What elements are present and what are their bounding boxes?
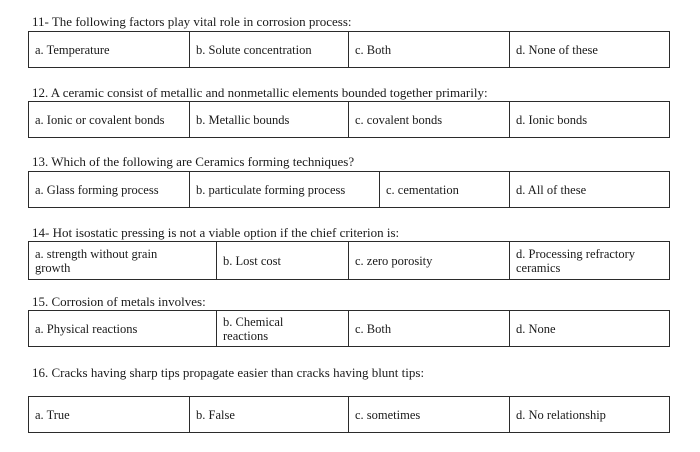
question-11-options: [28, 31, 670, 68]
question-15-options: [28, 310, 670, 347]
q13-option-c[interactable]: c. cementation: [380, 172, 510, 208]
q15-option-d[interactable]: d. None: [510, 311, 670, 347]
q13-option-d[interactable]: d. All of these: [510, 172, 670, 208]
q12-option-c[interactable]: c. covalent bonds: [349, 102, 510, 138]
question-16-text: 16. Cracks having sharp tips propagate easier than cracks having blunt tips:: [32, 365, 425, 380]
q11-option-a[interactable]: a. Temperature: [29, 32, 190, 68]
question-13-options: [28, 171, 670, 208]
q16-option-c[interactable]: c. sometimes: [349, 397, 510, 433]
q12-option-d[interactable]: d. Ionic bonds: [510, 102, 670, 138]
q15-option-a[interactable]: a. Physical reactions: [29, 311, 217, 347]
question-16-options: [28, 396, 670, 433]
q12-option-b[interactable]: b. Metallic bounds: [190, 102, 349, 138]
q15-option-c[interactable]: c. Both: [349, 311, 510, 347]
q16-option-d[interactable]: d. No relationship: [510, 397, 670, 433]
question-11-text: 11- The following factors play vital role in corrosion process:: [32, 14, 352, 29]
question-14-options: [28, 241, 670, 280]
question-12-text: 12. A ceramic consist of metallic and nonmetallic elements bounded together primarily:: [32, 85, 488, 100]
q15-option-b[interactable]: b. Chemical reactions: [217, 311, 349, 347]
question-12-options: [28, 101, 670, 138]
question-13-text: 13. Which of the following are Ceramics forming techniques?: [32, 154, 355, 169]
q11-option-b[interactable]: b. Solute concentration: [190, 32, 349, 68]
q16-option-a[interactable]: a. True: [29, 397, 190, 433]
q11-option-d[interactable]: d. None of these: [510, 32, 670, 68]
q14-option-a[interactable]: a. strength without grain growth: [29, 242, 217, 280]
q12-option-a[interactable]: a. Ionic or covalent bonds: [29, 102, 190, 138]
question-14-text: 14- Hot isostatic pressing is not a viable option if the chief criterion is:: [32, 225, 400, 240]
q13-option-b[interactable]: b. particulate forming process: [190, 172, 380, 208]
q14-option-c[interactable]: c. zero porosity: [349, 242, 510, 280]
q16-option-b[interactable]: b. False: [190, 397, 349, 433]
q14-option-b[interactable]: b. Lost cost: [217, 242, 349, 280]
question-15-text: 15. Corrosion of metals involves:: [32, 294, 206, 309]
q11-option-c[interactable]: c. Both: [349, 32, 510, 68]
q13-option-a[interactable]: a. Glass forming process: [29, 172, 190, 208]
q14-option-d[interactable]: d. Processing refractory ceramics: [510, 242, 670, 280]
